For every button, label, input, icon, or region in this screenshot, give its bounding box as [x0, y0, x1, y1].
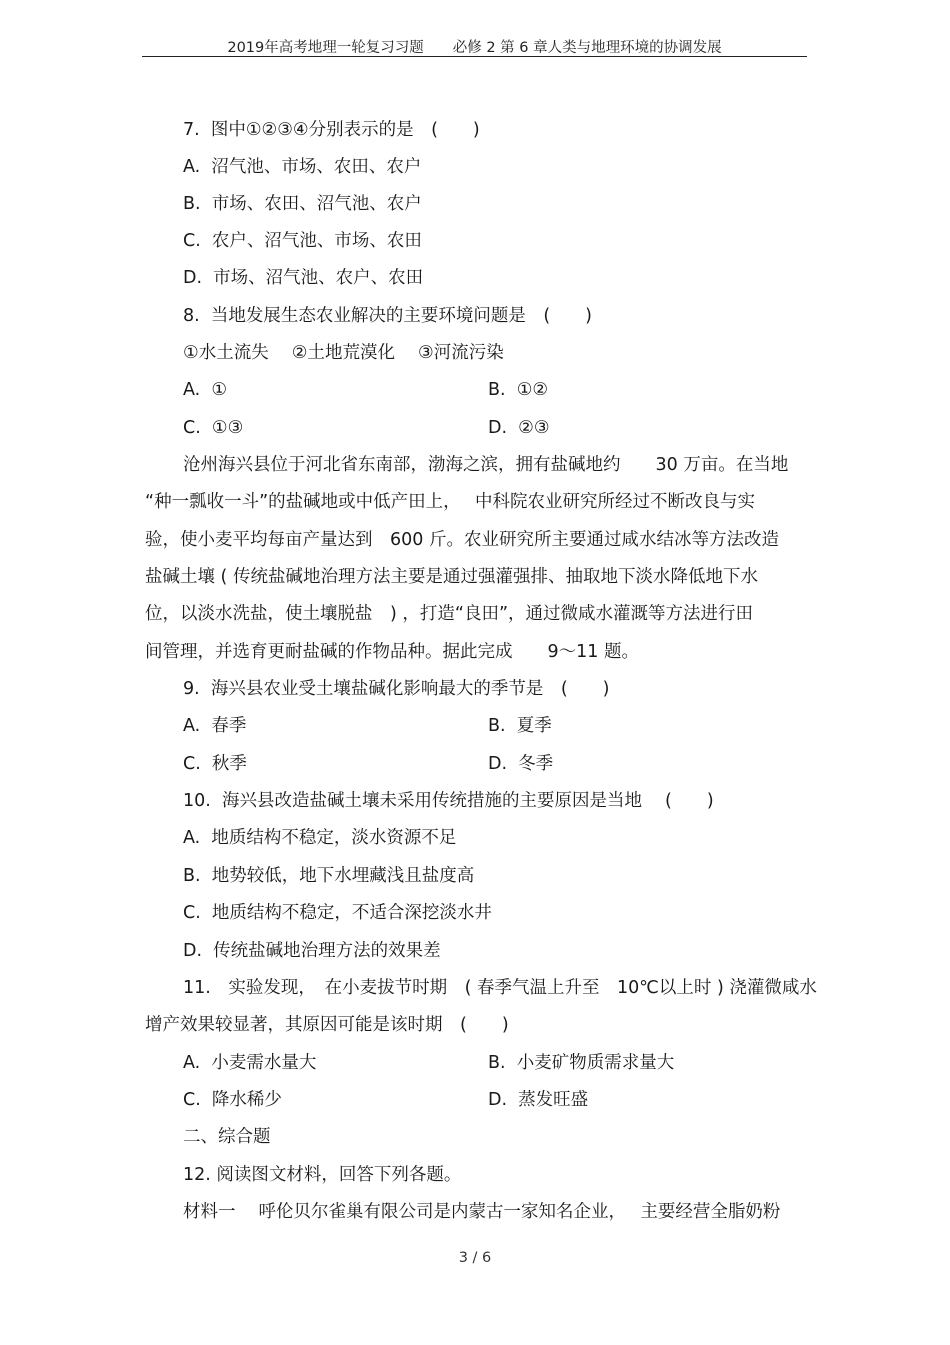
question-11-option-b: B. 小麦矿物质需求量大 — [488, 1053, 675, 1073]
page-header — [142, 34, 807, 57]
passage-line-1: 沧州海兴县位于河北省东南部，渤海之滨，拥有盐碱地约 30 万亩。在当地 — [183, 455, 789, 475]
question-8-option-c: C. ①③ — [183, 418, 244, 438]
question-9-option-a: A. 春季 — [183, 716, 247, 736]
question-8-stem: 8. 当地发展生态农业解决的主要环境问题是 ( ) — [183, 306, 592, 326]
question-7-option-d: D. 市场、沼气池、农户、农田 — [183, 268, 424, 288]
question-10-option-c: C. 地质结构不稳定，不适合深挖淡水井 — [183, 903, 492, 923]
question-7-option-c: C. 农户、沼气池、市场、农田 — [183, 231, 422, 251]
question-10-option-d: D. 传统盐碱地治理方法的效果差 — [183, 941, 441, 961]
question-7-option-a: A. 沼气池、市场、农田、农户 — [183, 157, 422, 177]
question-7-stem: 7. 图中①②③④分别表示的是 ( ) — [183, 120, 480, 140]
question-10-option-b: B. 地势较低，地下水埋藏浅且盐度高 — [183, 866, 475, 886]
section-2-title: 二、综合题 — [183, 1127, 271, 1147]
passage-line-4: 盐碱土壤 ( 传统盐碱地治理方法主要是通过强灌强排、抽取地下淡水降低地下水 — [145, 567, 758, 587]
question-9-option-c: C. 秋季 — [183, 754, 247, 774]
passage-line-3: 验，使小麦平均每亩产量达到 600 斤。农业研究所主要通过咸水结冰等方法改造 — [145, 530, 779, 550]
question-11-stem-line-1: 11. 实验发现， 在小麦拔节时期 ( 春季气温上升至 10℃以上时 ) 浇灌微咸水 — [183, 978, 817, 998]
passage-line-6: 间管理，并选育更耐盐碱的作物品种。据此完成 9～11 题。 — [145, 642, 639, 662]
question-11-stem-line-2: 增产效果较显著，其原因可能是该时期 ( ) — [145, 1015, 509, 1035]
passage-line-5: 位，以淡水洗盐，使土壤脱盐 ) ，打造“良田”，通过微咸水灌溉等方法进行田 — [145, 604, 754, 624]
question-12-stem: 12. 阅读图文材料，回答下列各题。 — [183, 1165, 462, 1185]
question-10-option-a: A. 地质结构不稳定，淡水资源不足 — [183, 828, 457, 848]
question-9-option-d: D. 冬季 — [488, 754, 554, 774]
question-11-option-c: C. 降水稀少 — [183, 1090, 282, 1110]
page-number: 3 / 6 — [458, 1250, 492, 1266]
question-8-option-d: D. ②③ — [488, 418, 550, 438]
question-8-items: ①水土流失 ②土地荒漠化 ③河流污染 — [183, 343, 504, 363]
question-12-material-1: 材料一 呼伦贝尔雀巢有限公司是内蒙古一家知名企业， 主要经营全脂奶粉 — [183, 1202, 781, 1222]
question-8-option-a: A. ① — [183, 380, 228, 400]
passage-line-2: “种一瓢收一斗”的盐碱地或中低产田上， 中科院农业研究所经过不断改良与实 — [145, 492, 755, 512]
question-8-option-b: B. ①② — [488, 380, 549, 400]
question-9-option-b: B. 夏季 — [488, 716, 552, 736]
question-11-option-d: D. 蒸发旺盛 — [488, 1090, 589, 1110]
question-9-stem: 9. 海兴县农业受土壤盐碱化影响最大的季节是 ( ) — [183, 679, 610, 699]
header-title: 2019年高考地理一轮复习习题 必修 2 第 6 章人类与地理环境的协调发展 — [227, 40, 722, 56]
question-11-option-a: A. 小麦需水量大 — [183, 1053, 317, 1073]
question-7-option-b: B. 市场、农田、沼气池、农户 — [183, 194, 422, 214]
question-10-stem: 10. 海兴县改造盐碱土壤未采用传统措施的主要原因是当地 ( ) — [183, 791, 714, 811]
